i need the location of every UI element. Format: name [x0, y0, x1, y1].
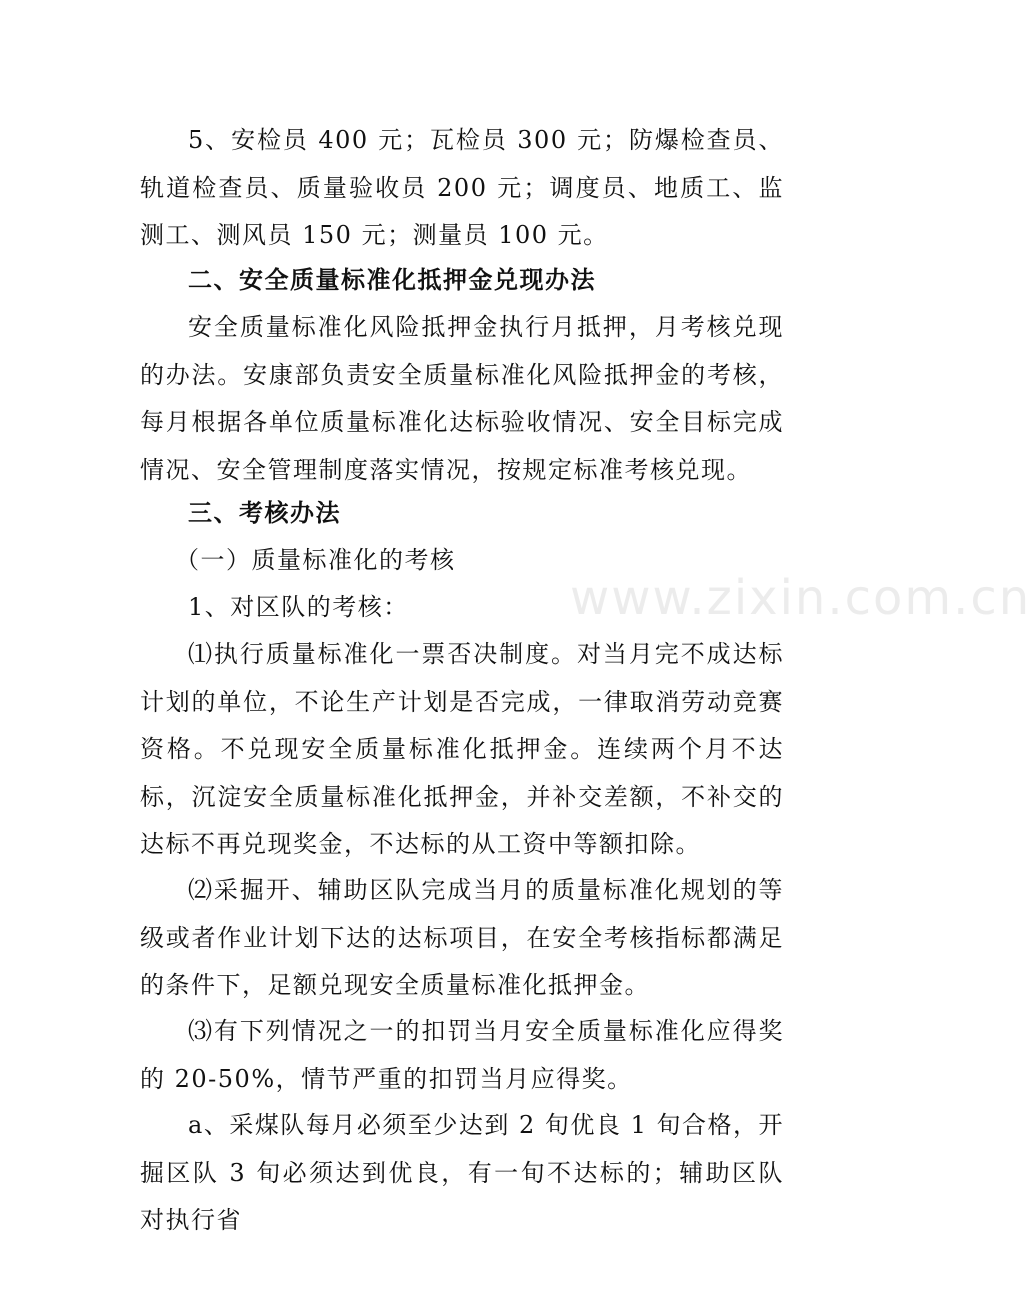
- paragraph-item-1: ⑴执行质量标准化一票否决制度。对当月完不成达标计划的单位，不论生产计划是否完成，一律取消劳动竞赛资格。不兑现安全质量标准化抵押金。连续两个月不达标，沉淀安全质量标准化抵押金，并补交差额，不补交的达标不再兑现奖金，不达标的从工资中等额扣除。: [140, 640, 784, 858]
- paragraph-item-3: ⑶有下列情况之一的扣罚当月安全质量标准化应得奖的 20-50%，情节严重的扣罚当月应得奖。: [140, 1017, 784, 1093]
- paragraph-staff-amounts: 5、安检员 400 元；瓦检员 300 元；防爆检查员、轨道检查员、质量验收员 200 元；调度员、地质工、监测工、测风员 150 元；测量员 100 元。: [140, 126, 784, 249]
- watermark-logo: www.zixin.com.cn: [570, 570, 1031, 626]
- paragraph-item-a: a、采煤队每月必须至少达到 2 旬优良 1 旬合格，开掘区队 3 旬必须达到优良，有一旬不达标的；辅助区队对执行省: [140, 1111, 784, 1234]
- paragraph-deposit-method: 安全质量标准化风险抵押金执行月抵押，月考核兑现的办法。安康部负责安全质量标准化风险抵押金的考核，每月根据各单位质量标准化达标验收情况、安全目标完成情况、安全管理制度落实情况，按规定标准考核兑现。: [140, 313, 784, 484]
- paragraph-team-assessment: 1、对区队的考核：: [188, 593, 409, 621]
- heading-deposit-redemption: 二、安全质量标准化抵押金兑现办法: [188, 266, 596, 294]
- heading-assessment-method: 三、考核办法: [188, 499, 341, 527]
- subheading-quality-assessment: （一）质量标准化的考核: [175, 546, 456, 574]
- paragraph-item-2: ⑵采掘开、辅助区队完成当月的质量标准化规划的等级或者作业计划下达的达标项目，在安全考核指标都满足的条件下，足额兑现安全质量标准化抵押金。: [140, 876, 784, 999]
